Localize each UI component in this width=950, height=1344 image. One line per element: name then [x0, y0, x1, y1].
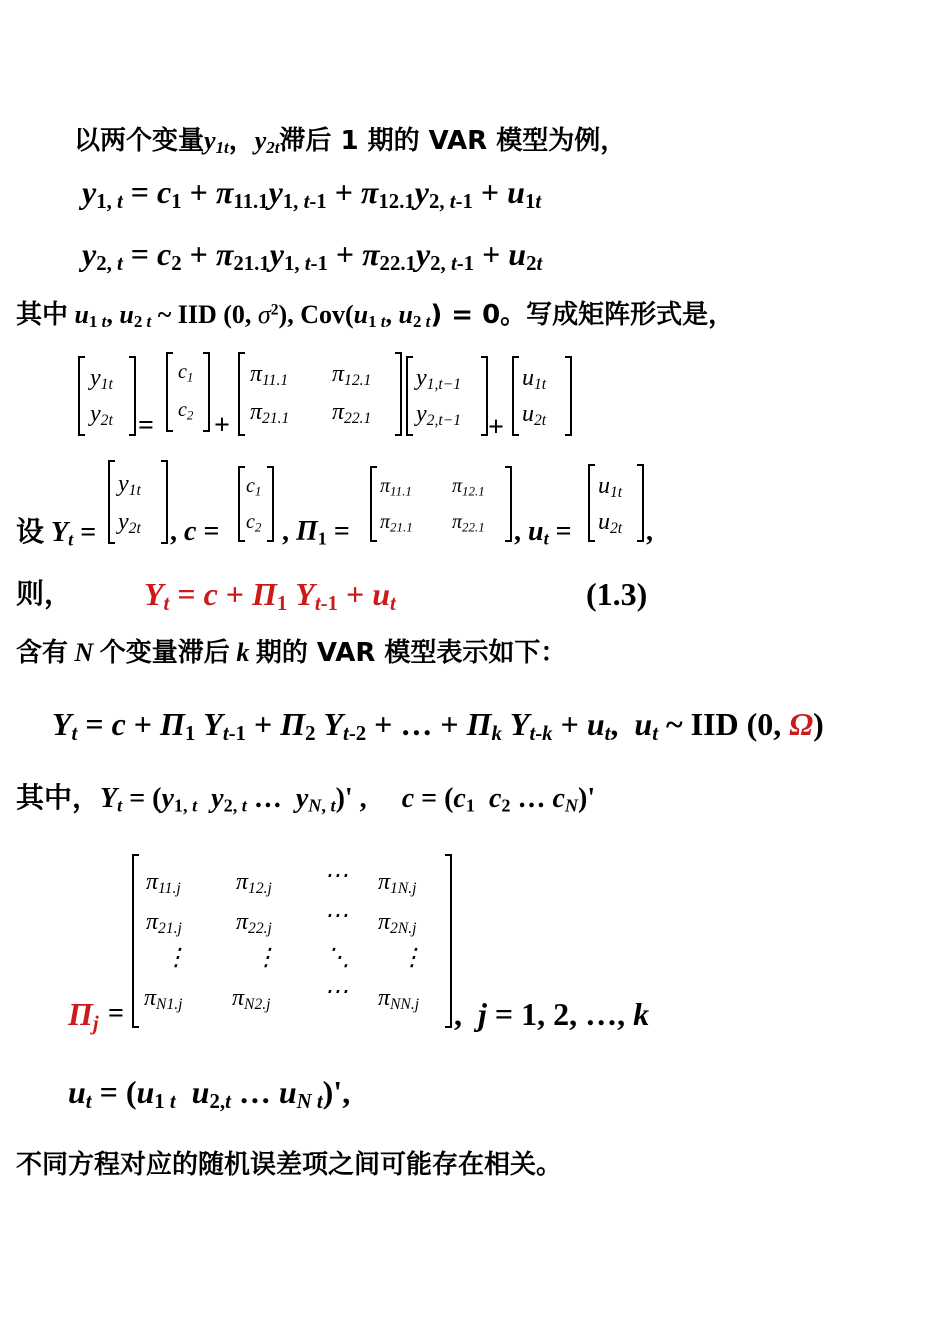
then-label: 则， — [16, 577, 73, 610]
equation-2: $y_{2, t} = c_2 + \pi_{21.1}y_{1, t-1} + \pi_{22.1}y_{2, t-1} + u_{2t}$ — [82, 236, 543, 276]
n-var-line: 含有 N 个变量滞后 k 期的 VAR 模型表示如下： — [16, 638, 567, 668]
u-vector-definition: $u_t = (u_{1 t}$ $u_{2,t}$ … $u_{N t})'$, — [68, 1074, 351, 1114]
general-var-equation: $Y_t = c + \Pi_1$ $Y_{t-1} + \Pi_2$ $Y_{t-2}$ + … + $\Pi_k$ $Y_{t-k} + u_t$, $u_t$ ~ IID (0, Ω) — [52, 706, 824, 746]
intro-line: 以两个变量$y_{1t}$，$y_{2t}$滞后 1 期的 VAR 模型为例， — [74, 126, 627, 158]
equation-number: (1.3) — [586, 576, 648, 612]
pi-j-label: $\Pi_j$ — [68, 996, 99, 1036]
vector-u: $u_{1t}$ $u_{2t}$ — [512, 358, 572, 434]
compact-equation: $Y_t = c + \Pi_1$ $Y_{t-1} + u_t$ — [144, 576, 396, 616]
intro-text: 以两个变量 — [74, 126, 205, 156]
vector-c: $c_1$ $c_2$ — [166, 354, 210, 430]
vector-y-lag: $y_{1,t-1}$ $y_{2,t-1}$ — [406, 358, 488, 434]
intro-tail: 滞后 1 期的 VAR 模型为例， — [279, 126, 627, 156]
matrix-pi1: $\pi_{11.1}$ $\pi_{12.1}$ $\pi_{21.1}$ $\pi_{22.1}$ — [238, 354, 402, 434]
vector-definitions: 其中，$Y_t = (y_{1, t}$ $y_{2, t}$ … $y_{N, t})'$ , $c = (c_1$ $c_2$ … $c_N)'$ — [16, 781, 596, 816]
vector-y: $y_{1t}$ $y_{2t}$ — [78, 358, 136, 434]
equation-1: $y_{1, t} = c_1 + \pi_{11.1}y_{1, t-1} + \pi_{12.1}y_{2, t-1} + u_{1t}$ — [82, 174, 542, 214]
assumption-line: 其中 $u_{1 t}$, $u_{2 t}$ ~ IID (0, $\sigma^2$), $Cov(u_{1 t}$, $u_{2 t}) = 0$。写成矩阵形式是， — [16, 300, 735, 332]
matrix-pi-j: $\pi_{11.j}$ $\pi_{12.j}$ ⋯ $\pi_{1N.j}$ $\pi_{21.j}$ $\pi_{22.j}$ ⋯ $\pi_{2N.j}$ ⋮ ⋮ ⋱ ⋮ $\pi_{N1.j}$ $\pi_{N2.j}$ ⋯ $\pi_{NN.j}$ — [132, 856, 452, 1026]
correlation-note: 不同方程对应的随机误差项之间可能存在相关。 — [16, 1150, 563, 1180]
